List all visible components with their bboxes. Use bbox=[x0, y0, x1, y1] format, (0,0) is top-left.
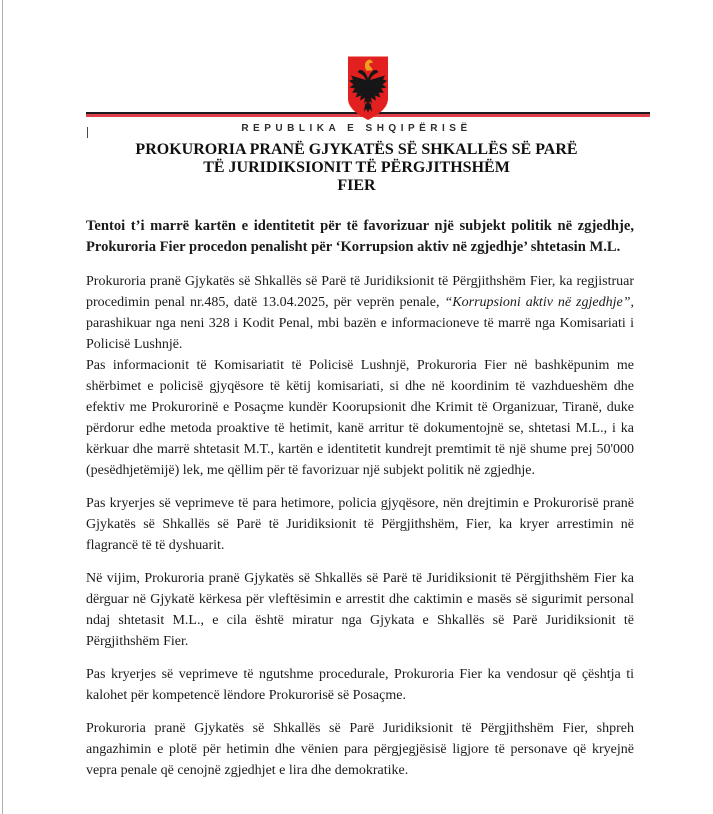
lead-paragraph: Tentoi t’i marrë kartën e identitetit për të favorizuar një subjekt politik në zgjedhje, Prokuroria Fier procedon penalisht për ‘Korrupsion aktiv në zgjedhje’ shtetasin M.L. bbox=[86, 218, 634, 255]
paragraph-1-text: Prokuroria pranë Gjykatës së Shkallës së Parë të Juridiksionit të Përgjithshëm Fier, ka regjistruar procedimin penal nr.485, datë 13.04.2025, për veprën penale, bbox=[86, 274, 634, 310]
paragraph-1-text-cont: , parashikuar nga neni 328 i Kodit Penal, mbi bazën e informacioneve të marrë nga Komisariati i Policisë Lushnjë. bbox=[86, 295, 634, 352]
paragraph-2: Pas informacionit të Komisariatit të Policisë Lushnjë, Prokuroria Fier në bashkëpunim me shërbimet e policisë gjyqësore të këtij komisariati, si dhe në koordinim të vazhdueshëm dhe efektiv me Prokurorinë e Posaçme kundër Koorupsionit dhe Krimit të Organizuar, Tiranë, duke përdorur edhe metoda proaktive të hetimit, kanë arritur të dokumentojnë se, shtetasi M.L., i ka kërkuar dhe marrë shtetasit M.T., kartën e identitetit kundrejt premtimit të një shume prej 50'000 (pesëdhjetëmijë) lek, me qëllim për të favorizuar një subjekt politik në zgjedhje. bbox=[86, 358, 634, 478]
title-line-1: PROKURORIA PRANË GJYKATËS SË SHKALLËS SË PARË bbox=[135, 141, 578, 158]
document-title bbox=[0, 141, 713, 195]
albania-coat-of-arms-icon bbox=[347, 56, 389, 121]
document-body bbox=[86, 216, 634, 793]
country-label: REPUBLIKA E SHQIPËRISË bbox=[241, 123, 472, 134]
title-line-2: TË JURIDIKSIONIT TË PËRGJITHSHËM bbox=[203, 159, 510, 176]
title-line-3: FIER bbox=[337, 177, 376, 194]
paragraph-1 bbox=[86, 271, 634, 355]
paragraph-4: Në vijim, Prokuroria pranë Gjykatës së Shkallës së Parë të Juridiksionit të Përgjithshëm Fier ka dërguar në Gjykatë kërkesa për vleftësimin e arrestit dhe caktimin e masës së sigurimit personal ndaj shtetasit M.L., e cila është miratur nga Gjykata e Shkallës së Parë Juridiksionit të Përgjithshëm Fier. bbox=[86, 571, 634, 649]
paragraph-6: Prokuroria pranë Gjykatës së Shkallës së Parë Juridiksionit të Përgjithshëm Fier, shpreh angazhimin e plotë për hetimin dhe vënien para përgjegjësisë ligjore të personave që kryejnë vepra penale që cenojnë zgjedhjet e lira dhe demokratike. bbox=[86, 721, 634, 778]
paragraph-3: Pas kryerjes së veprimeve të para hetimore, policia gjyqësore, nën drejtimin e Prokurorisë pranë Gjykatës së Shkallës së Parë të Juridiksionit të Përgjithshëm, Fier, ka kryer arrestimin në flagrancë të të dyshuarit. bbox=[86, 496, 634, 553]
paragraph-1-offense-name: “Korrupsioni aktiv në zgjedhje” bbox=[444, 295, 631, 310]
paragraph-5: Pas kryerjes së veprimeve të ngutshme procedurale, Prokuroria Fier ka vendosur që çështja ti kalohet për kompetencë lëndore Prokurorisë së Posaçme. bbox=[86, 667, 634, 703]
